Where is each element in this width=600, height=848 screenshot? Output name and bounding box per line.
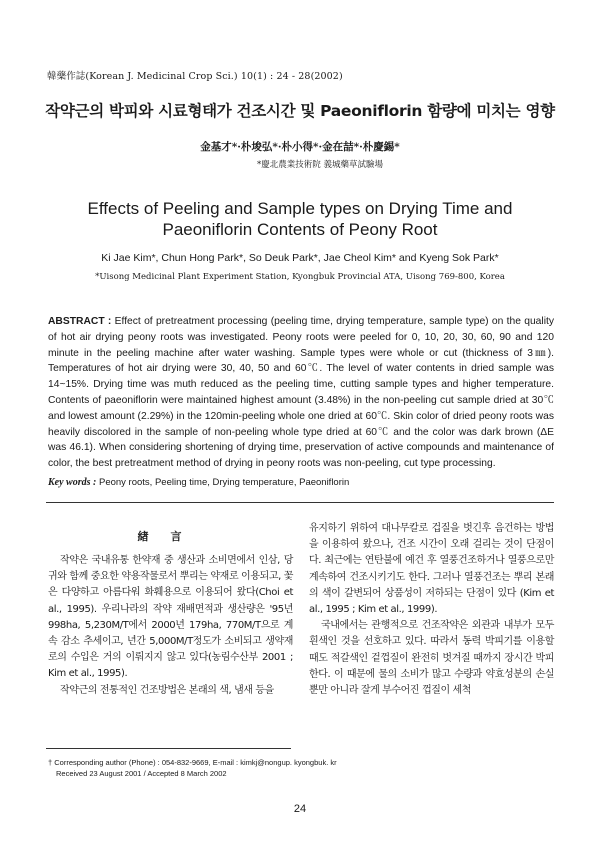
left-column-paragraph-1: 작약은 국내유통 한약재 중 생산과 소비면에서 인삼, 당귀와 함께 중요한 약용작물로서 뿌리는 약재로 이용되고, 꽃은 다양하고 아름다워 화훼용으로 이용되어 왔다(Choi et al., 1995). 우리나라의 작약 재배면적과 생산량은 '95년 998ha, 5,230M/T에서 2000년 179ha, 770M/T으로 계속 감소 추세이고, 년간 5,000M/T정도가 소비되고 생약재로의 수입은 거의 이뤄지지 않고 있다(농림수산부 2001 ; Kim et al., 1995). [48,555,293,680]
english-authors: Ki Jae Kim*, Chun Hong Park*, So Deuk Park*, Jae Cheol Kim* and Kyeng Sok Park* [101,252,499,264]
keywords-label: Key words : [48,477,97,488]
abstract [48,314,554,472]
footnote-corresponding: † Corresponding author (Phone) : 054-832-9669, E-mail : kimkj@nongup. kyongbuk. kr [48,758,337,767]
page-number: 24 [293,803,307,815]
abstract-text: Effect of pretreatment processing (peeling time, drying temperature, sample type) on the quality of hot air drying peony roots was investigated. Peony roots were peeled for 0, 10, 20, 30, 60, 90 and 120 minute in the peeling machine after water washing. Sample types were whole or cut (thickness of 3㎜). Temperatures of hot air drying were 30, 40, 50 and 60℃. The level of water contents in dried sample was 14~15%. Drying time was muth reduced as the peeling time, cutting sample types and higher temperature. Contents of paeoniflorin were maintained highest amount (3.48%) in the non-peeling cut sample dried at 30℃ and lowest amount (2.29%) in the 120min-peeling whole one dried at 60℃. Skin color of dried peony roots was heavily discolored in the sample of non-peeling whole type dried at 60℃ and the color was dark brown (ΔE was 46.1). When considering shortening of drying time, preservation of active compounds and maintenance of color, the best pretreatment method of drying in peony roots was non-peeling, cut type processing. [48,316,554,470]
footnote-rule [46,748,291,749]
right-column [309,521,554,699]
right-column-paragraph-2: 국내에서는 관행적으로 건조작약은 외관과 내부가 모두 흰색인 것을 선호하고 있다. 따라서 동력 박피기를 이용할 때도 적갈색인 겉껍질이 완전히 벗겨질 때까지 장시간 박피한다. 이 때문에 물의 소비가 많고 수량과 약효성분의 손실뿐만 아니라 잘게 부수어진 껍질이 세척 [309,620,554,697]
korean-authors: 金基才*·朴埈弘*·朴小得*·金在喆*·朴慶錫* [200,141,400,153]
keywords-text: Peony roots, Peeling time, Drying temperature, Paeoniflorin [96,477,350,488]
divider-rule [46,502,554,503]
abstract-label: ABSTRACT : [48,316,112,327]
english-affiliation: *Uisong Medicinal Plant Experiment Station, Kyongbuk Provincial ATA, Uisong 769-800, Korea [95,272,505,282]
english-title-line-2: Paeoniflorin Contents of Peony Root [162,220,438,239]
korean-affiliation: *慶北農業技術院 義城藥草試驗場 [257,160,383,170]
english-title-line-1: Effects of Peeling and Sample types on Drying Time and [87,199,513,218]
english-title [0,198,600,240]
footnote-received: Received 23 August 2001 / Accepted 8 March 2002 [56,769,227,778]
left-column [48,553,293,699]
journal-header: 韓藥作誌(Korean J. Medicinal Crop Sci.) 10(1) : 24 - 28(2002) [47,71,343,82]
footnote [48,757,337,779]
keywords [48,477,349,488]
korean-title: 작약근의 박피와 시료형태가 건조시간 및 Paeoniflorin 함량에 미치는 영향 [45,102,555,120]
section-heading: 緖言 [137,530,204,543]
left-column-paragraph-2: 작약근의 전통적인 건조방법은 본래의 색, 냄새 등을 [60,684,274,696]
right-column-paragraph-1: 유지하기 위하여 대나무칼로 겁질을 벗긴후 음건하는 방법을 이용하여 왔으나, 건조 시간이 오래 걸리는 것이 단점이다. 최근에는 연탄불에 예건 후 열풍건조하거나 열풍으로만 계속하여 건조시키기도 한다. 그러나 열풍건조는 뿌리 본래의 색이 갈변되어 상품성이 저하되는 단점이 있다 (Kim et al., 1995 ; Kim et al., 1999). [309,523,554,616]
